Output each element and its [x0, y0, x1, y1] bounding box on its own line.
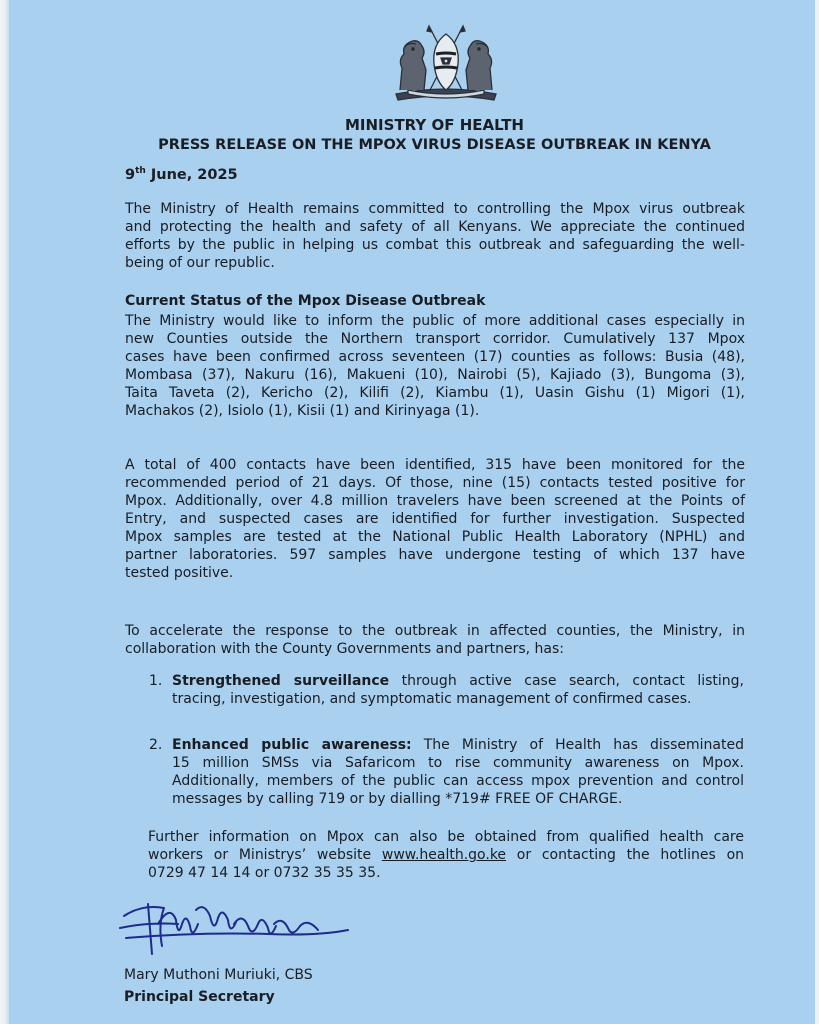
contacts-line: partner laboratories. 597 samples have undergone testing of which 137 have: [125, 547, 745, 563]
kenya-coat-of-arms-icon: [386, 24, 506, 102]
intro-line: being of our republic.: [125, 255, 275, 271]
intro-line: The Ministry of Health remains committed to controlling the Mpox virus outbreak: [125, 201, 745, 217]
status-paragraph: [125, 312, 745, 420]
response-line: To accelerate the response to the outbreak in affected counties, the Ministry, in: [125, 623, 745, 639]
intro-line: and protecting the health and safety of all Kenyans. We appreciate the continued: [125, 219, 745, 235]
measure-2-bold: Enhanced public awareness:: [172, 737, 412, 753]
status-line: cases have been confirmed across seventeen (17) counties as follows: Busia (48),: [125, 349, 745, 365]
status-line: Mombasa (37), Nakuru (16), Makueni (10), Nairobi (5), Kajiado (3), Bungoma (3),: [125, 367, 745, 383]
response-line: collaboration with the County Governments and partners, has:: [125, 641, 565, 657]
measure-1-first-rest: through active case search, contact listing,: [389, 673, 744, 689]
status-line: new Counties outside the Northern transport corridor. Cumulatively 137 Mpox: [125, 331, 745, 347]
date-month-year: June, 2025: [145, 167, 238, 183]
press-release-title: PRESS RELEASE ON THE MPOX VIRUS DISEASE OUTBREAK IN KENYA: [158, 137, 711, 153]
measure-1-bold: Strengthened surveillance: [172, 673, 390, 689]
status-line: Machakos (2), Isiolo (1), Kisii (1) and Kirinyaga (1).: [125, 403, 480, 419]
status-line: Taita Taveta (2), Kericho (2), Kilifi (2), Kiambu (1), Uasin Gishu (1) Migori (1),: [125, 385, 745, 401]
ministry-website-link[interactable]: www.health.go.ke: [381, 847, 507, 863]
contacts-line: Mpox samples are tested at the National Public Health Laboratory (NPHL) and: [125, 529, 745, 545]
status-line: The Ministry would like to inform the public of more additional cases especially in: [125, 313, 745, 329]
contacts-line: A total of 400 contacts have been identified, 315 have been monitored for the: [125, 457, 745, 473]
ministry-heading: MINISTRY OF HEALTH: [345, 116, 524, 134]
release-date: [125, 166, 238, 184]
measure-2-line: messages by calling 719 or by dialling *719# FREE OF CHARGE.: [172, 791, 623, 807]
further-line: 0729 47 14 14 or 0732 35 35 35.: [148, 865, 381, 881]
contacts-line: tested positive.: [125, 565, 234, 581]
signatory-title: Principal Secretary: [124, 989, 275, 1005]
measure-2-text: [172, 736, 744, 808]
further-line2-after: or contacting the hotlines on: [506, 847, 745, 863]
response-intro-paragraph: [125, 622, 745, 658]
contacts-line: Entry, and suspected cases are identified for further investigation. Suspected: [125, 511, 745, 527]
further-line2-before: workers or Ministrys’ website: [148, 847, 382, 863]
contacts-line: Mpox. Additionally, over 4.8 million travelers have been screened at the Points of: [125, 493, 745, 509]
measure-1-first-line: [172, 672, 744, 690]
measure-1-number: 1.: [149, 673, 163, 689]
date-suffix: th: [135, 166, 146, 177]
measure-1-line: tracing, investigation, and symptomatic management of confirmed cases.: [172, 691, 692, 707]
contacts-paragraph: [125, 456, 745, 582]
further-line: Further information on Mpox can also be obtained from qualified health care: [148, 829, 744, 845]
intro-line: efforts by the public in helping us combat this outbreak and safeguarding the well-: [125, 237, 745, 253]
status-heading: Current Status of the Mpox Disease Outbreak: [125, 293, 486, 309]
date-day: 9: [125, 167, 136, 183]
contacts-line: recommended period of 21 days. Of those, nine (15) contacts tested positive for: [125, 475, 745, 491]
measure-2-line: Additionally, members of the public can access mpox prevention and control: [172, 773, 744, 789]
further-info-paragraph: [148, 828, 744, 882]
intro-paragraph: [125, 200, 745, 272]
measure-2-number: 2.: [149, 737, 163, 753]
measure-1-text: [172, 672, 744, 708]
measure-2-line: 15 million SMSs via Safaricom to rise community awareness on Mpox.: [172, 755, 744, 771]
signatory-name: Mary Muthoni Muriuki, CBS: [124, 967, 313, 983]
further-line-with-link: [148, 846, 744, 864]
handwritten-signature-icon: [118, 894, 352, 964]
measure-2-first-rest: The Ministry of Health has disseminated: [411, 737, 744, 753]
measure-2-first-line: [172, 736, 744, 754]
